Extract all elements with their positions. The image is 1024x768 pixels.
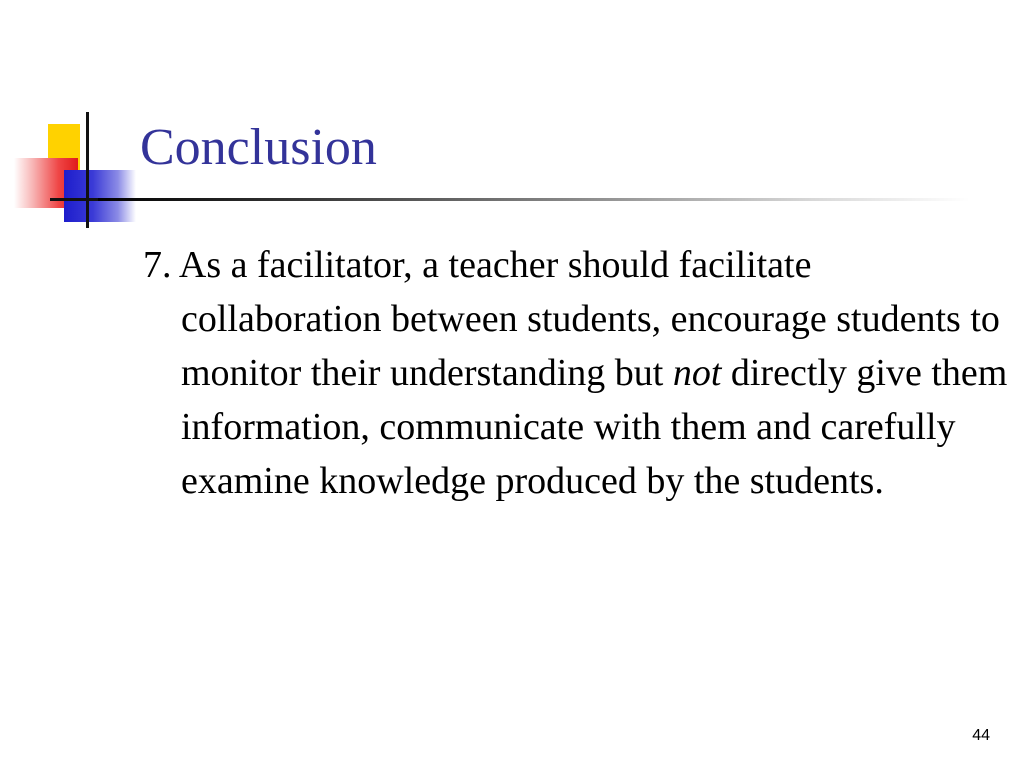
body-text-lead: 7. As a facilitator, a teacher should facilitate collaboration between students, encourage students to monitor their understanding but <box>143 244 1000 394</box>
slide-title: Conclusion <box>140 119 377 176</box>
logo-vertical-line <box>86 112 89 228</box>
body-text-emphasis: not <box>672 352 722 394</box>
body-text-rest: directly give them information, communicate with them and carefully examine knowledge produced by the students. <box>181 352 1008 502</box>
page-number: 44 <box>972 727 990 744</box>
logo-horizontal-line <box>50 198 98 201</box>
title-underline <box>98 198 970 201</box>
corner-logo <box>0 0 140 240</box>
blue-square <box>64 170 136 222</box>
body-paragraph <box>143 238 1021 508</box>
